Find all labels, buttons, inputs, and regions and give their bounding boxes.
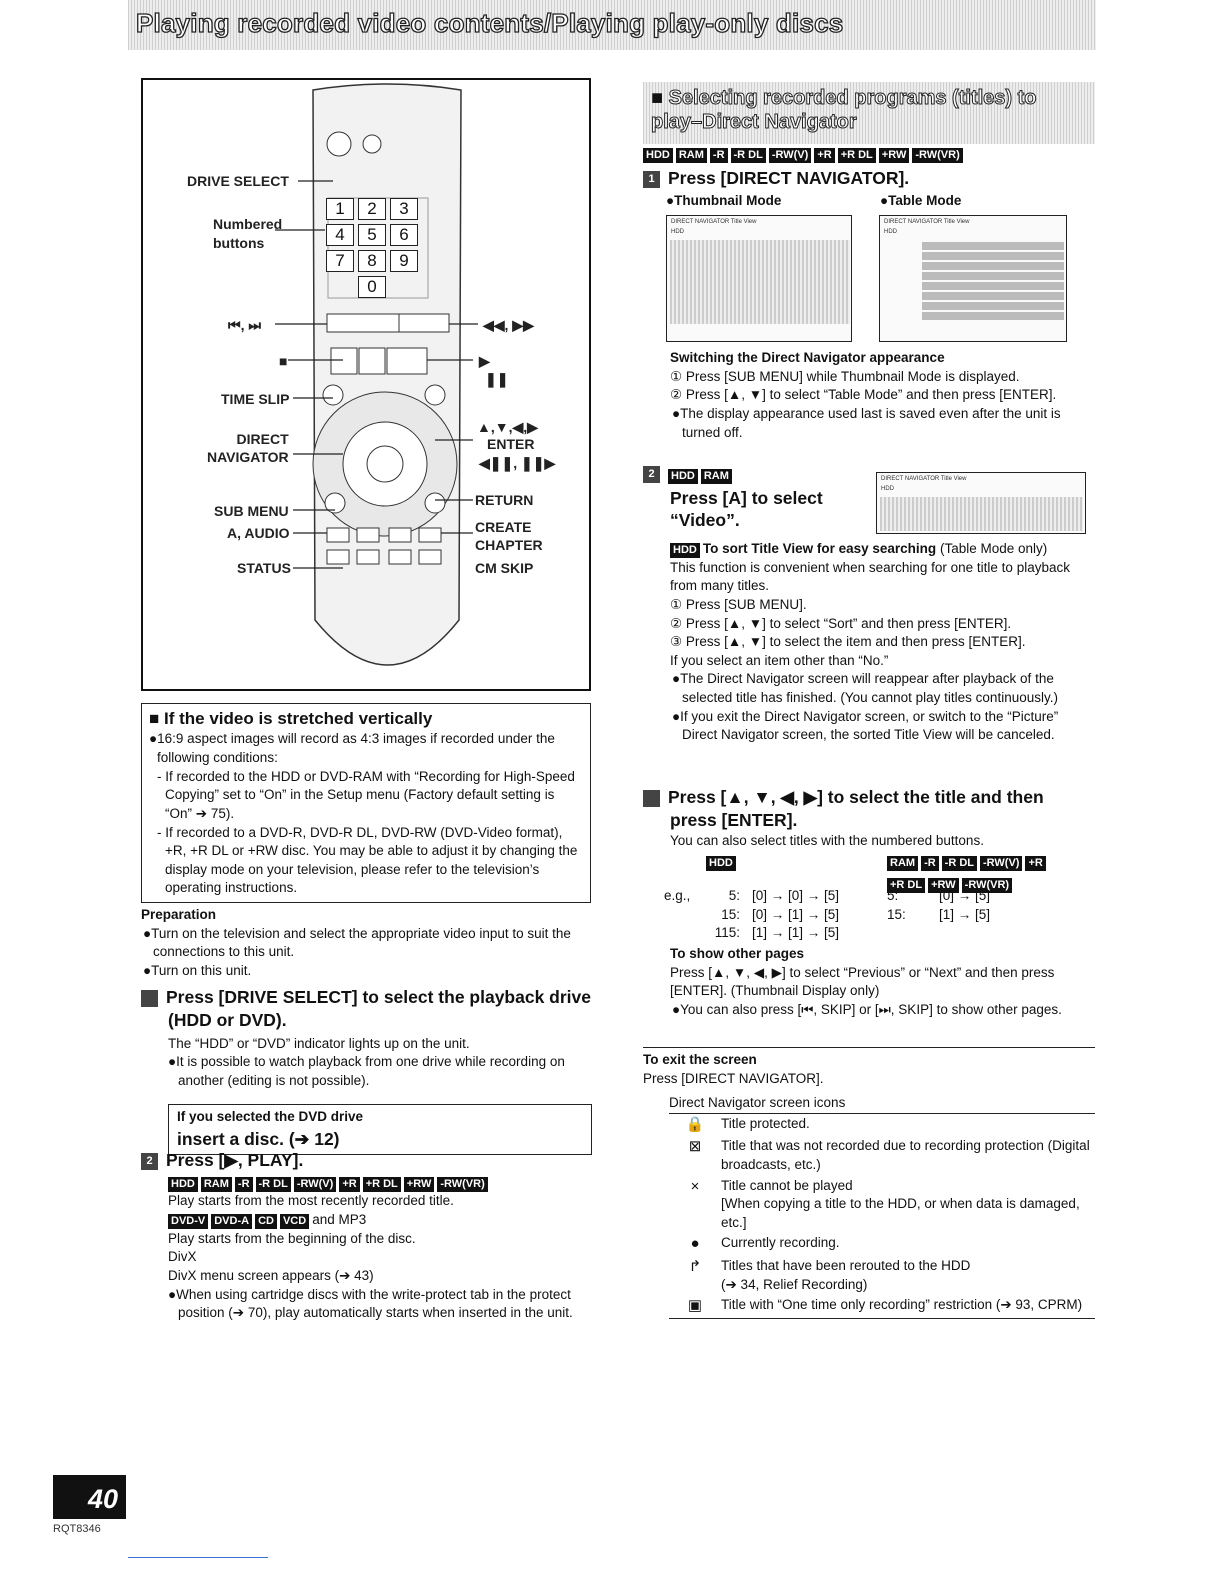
other-pages-section <box>670 945 1094 1020</box>
switch-heading: Switching the Direct Navigator appearance <box>670 350 945 365</box>
step2-title: Press [▶, PLAY]. <box>166 1150 304 1170</box>
label-slow: ◀❚❚, ❚❚▶ <box>479 455 556 471</box>
number-button-9: 9 <box>390 250 418 272</box>
eg-keys: [1] → [5] <box>939 906 991 922</box>
eg-keys: [0] → [5] <box>939 888 991 903</box>
disc-tag: DVD-A <box>211 1214 252 1229</box>
screen-header: DIRECT NAVIGATOR Title View <box>881 476 967 482</box>
disc-tag: +R DL <box>887 878 925 893</box>
eg-n: 115: <box>714 925 740 941</box>
step1-line1: The “HDD” or “DVD” indicator lights up on the unit. <box>168 1035 470 1051</box>
number-button-8: 8 <box>358 250 386 272</box>
disc-tag: +RW <box>928 878 959 893</box>
label-enter: ENTER <box>487 436 535 452</box>
label-time-slip: TIME SLIP <box>221 391 290 407</box>
eg-left-list <box>704 887 884 943</box>
step1-title-row <box>132 986 592 1032</box>
disc-tag: VCD <box>280 1214 309 1229</box>
stretched-box <box>141 703 591 903</box>
remote-figure <box>141 78 591 691</box>
switch-line2: ② Press [▲, ▼] to select “Table Mode” and then press [ENTER]. <box>670 387 1057 403</box>
stretched-line1: ●16:9 aspect images will record as 4:3 images if recorded under the following conditions: <box>149 731 555 766</box>
label-direct-navigator: DIRECT NAVIGATOR <box>207 431 289 466</box>
disc-tag: -R DL <box>731 148 766 163</box>
disc-tag: RAM <box>201 1177 232 1192</box>
sort-line1: This function is convenient when searching for one title to playback from many titles. <box>670 559 1070 594</box>
label-numbered-buttons: Numbered buttons <box>213 216 283 251</box>
square-bullet-icon: ■ <box>149 709 164 728</box>
sort-line4: ③ Press [▲, ▼] to select the item and then press [ENTER]. <box>670 634 1026 650</box>
disc-tag: +RW <box>879 148 910 163</box>
sort-line5: If you select an item other than “No.” <box>670 652 889 668</box>
label-status: STATUS <box>237 560 291 576</box>
sort-heading: To sort Title View for easy searching <box>702 541 937 556</box>
disc-tag: HDD <box>670 543 700 558</box>
label-cm-skip: CM SKIP <box>475 560 534 576</box>
reroute-icon: ↱ <box>688 1258 702 1276</box>
screen-drive: HDD <box>881 486 894 493</box>
screen-header: DIRECT NAVIGATOR Title View <box>884 219 970 225</box>
number-button-4: 4 <box>326 224 354 246</box>
disc-tag: RAM <box>887 856 918 871</box>
number-button-6: 6 <box>390 224 418 246</box>
thumbnail-mode-label: ●Thumbnail Mode <box>666 193 782 208</box>
disc-tag: RAM <box>701 469 732 484</box>
icons-heading: Direct Navigator screen icons <box>669 1094 1095 1114</box>
right-heading <box>643 82 1063 134</box>
eg-prefix: e.g., <box>664 888 691 903</box>
right-step2-number: 2 <box>643 466 660 483</box>
icon-desc: Title cannot be played [When copying a title to the HDD, or when data is damaged, etc.] <box>721 1177 1080 1230</box>
cross-icon: × <box>690 1177 700 1195</box>
label-sub-menu: SUB MENU <box>214 503 289 519</box>
label-create-chapter: CREATE CHAPTER <box>475 519 543 554</box>
right-step3-number: 3 <box>643 790 660 807</box>
disc-tag: +R DL <box>363 1177 401 1192</box>
stretched-heading: If the video is stretched vertically <box>164 709 433 728</box>
right-step1-title-row <box>643 167 909 190</box>
disc-tag: CD <box>255 1214 277 1229</box>
eg-n: 15: <box>887 906 906 922</box>
icon-desc: Title with “One time only recording” restriction (➔ 93, CPRM) <box>721 1297 1083 1313</box>
table-mode-label: ●Table Mode <box>880 193 962 208</box>
disc-tag: -RW(VR) <box>962 878 1012 893</box>
remote-number-buttons <box>326 198 426 298</box>
disc-tag: -RW(V) <box>769 148 811 163</box>
disc-tag: +R <box>1025 856 1045 871</box>
label-search: ◀◀, ▶▶ <box>483 317 534 333</box>
preparation-line1: ●Turn on the television and select the appropriate video input to suit the connections to this unit. <box>143 925 571 960</box>
switch-line1: ① Press [SUB MENU] while Thumbnail Mode is displayed. <box>670 368 1020 384</box>
disc-tag: HDD <box>668 469 698 484</box>
switch-line3: ●The display appearance used last is saved even after the unit is turned off. <box>672 405 1061 440</box>
thumbnail-grid <box>670 240 850 324</box>
number-button-1: 1 <box>326 198 354 220</box>
exit-line: Press [DIRECT NAVIGATOR]. <box>643 1070 824 1086</box>
label-return: RETURN <box>475 492 534 508</box>
recording-dot-icon: ● <box>690 1235 700 1253</box>
step2-title-row <box>141 1149 591 1172</box>
disc-tag: +R <box>339 1177 359 1192</box>
label-pause: ❚❚ <box>485 371 509 387</box>
right-step1-title: Press [DIRECT NAVIGATOR]. <box>668 168 910 188</box>
step2-line3: DivX <box>168 1249 197 1265</box>
disc-tag: -R <box>710 148 728 163</box>
right-step1-number: 1 <box>643 171 660 188</box>
icon-row <box>669 1295 1095 1318</box>
dvd-drive-box-label: If you selected the DVD drive <box>177 1109 364 1125</box>
disc-tag: HDD <box>706 856 736 871</box>
label-a-audio: A, AUDIO <box>227 525 290 541</box>
disc-tag: -R <box>235 1177 253 1192</box>
step2-section <box>141 1149 591 1323</box>
doc-code: RQT8346 <box>53 1523 101 1535</box>
page-number-box <box>53 1475 126 1519</box>
right-step2-title: Press [A] to select “Video”. <box>670 487 823 531</box>
step2-number: 2 <box>141 1153 158 1170</box>
step2-line4: DivX menu screen appears (➔ 43) <box>168 1267 374 1283</box>
icon-row <box>669 1114 1095 1137</box>
step2-line5: ●When using cartridge discs with the write-protect tab in the protect position (➔ 70), play automatically starts when inserted in the unit. <box>168 1286 573 1321</box>
disc-tag: HDD <box>643 148 673 163</box>
preparation-heading: Preparation <box>141 907 217 922</box>
number-button-5: 5 <box>358 224 386 246</box>
eg-n: 5: <box>728 888 740 903</box>
step1-number: 1 <box>141 990 158 1007</box>
stretched-line3: - If recorded to a DVD-R, DVD-R DL, DVD-RW (DVD-Video format), +R, +R DL or +RW disc. You may be able to adjust it by changing the display mode on your television, please refer to the television’s operating instructions. <box>157 824 578 896</box>
icon-row <box>669 1256 1095 1295</box>
other-line1: Press [▲, ▼, ◀, ▶] to select “Previous” or “Next” and then press [ENTER]. (Thumbnail Display only) <box>670 964 1055 999</box>
right-step2-section <box>643 466 873 532</box>
icon-desc: Currently recording. <box>721 1235 840 1251</box>
step1-section <box>132 986 592 1155</box>
icon-row <box>669 1176 1095 1234</box>
screen-drive: HDD <box>671 229 684 236</box>
eg-right-list <box>887 887 1047 924</box>
video-select-screen <box>876 472 1086 534</box>
eg-keys: [1] → [1] → [5] <box>752 925 840 941</box>
step2-line2: Play starts from the beginning of the disc. <box>168 1230 416 1246</box>
page-number: 40 <box>87 1484 118 1514</box>
disc-tag: DVD-V <box>168 1214 208 1229</box>
disc-tag: -R DL <box>256 1177 291 1192</box>
other-heading: To show other pages <box>670 946 805 961</box>
right-step3-title-row <box>634 786 1095 832</box>
disc-tag: +R <box>814 148 834 163</box>
protection-icon: ⊠ <box>688 1138 702 1156</box>
thumbnail-mode-screen <box>666 215 852 342</box>
sort-section <box>670 540 1094 745</box>
disc-tag: -RW(VR) <box>912 148 962 163</box>
sort-line2: ① Press [SUB MENU]. <box>670 596 807 612</box>
sort-line7: ●If you exit the Direct Navigator screen, or switch to the “Picture” Direct Navigator screen, the sorted Title View will be canceled. <box>672 708 1059 743</box>
table-rows <box>922 242 1064 322</box>
number-button-7: 7 <box>326 250 354 272</box>
eg-keys: [0] → [0] → [5] <box>752 888 840 903</box>
disc-tag: RAM <box>676 148 707 163</box>
right-step3-title: Press [▲, ▼, ◀, ▶] to select the title and then press [ENTER]. <box>668 787 1044 830</box>
label-drive-select: DRIVE SELECT <box>187 173 289 189</box>
eg-n: 5: <box>887 888 899 903</box>
number-button-3: 3 <box>390 198 418 220</box>
right-step3-section <box>634 786 1095 850</box>
disc-tag: -R DL <box>942 856 977 871</box>
step2-line1: Play starts from the most recently recorded title. <box>168 1193 454 1209</box>
disc-tag: +R DL <box>838 148 876 163</box>
label-stop: ■ <box>279 353 288 369</box>
icons-section <box>669 1094 1095 1319</box>
disc-tag: -RW(V) <box>980 856 1022 871</box>
icon-row <box>669 1136 1095 1175</box>
square-bullet-icon: ■ <box>651 87 669 109</box>
disc-tag: -R <box>921 856 939 871</box>
exit-section <box>643 1047 1095 1088</box>
preparation-section <box>141 906 591 981</box>
stretched-heading-row <box>149 707 583 730</box>
screen-header: DIRECT NAVIGATOR Title View <box>671 219 757 225</box>
icon-desc: Title protected. <box>721 1115 810 1131</box>
preparation-line2: ●Turn on this unit. <box>143 962 252 978</box>
number-button-2: 2 <box>358 198 386 220</box>
label-play: ▶ <box>479 353 490 369</box>
right-heading-text: Selecting recorded programs (titles) to play–Direct Navigator <box>651 87 1037 133</box>
footer-rule <box>128 1557 268 1558</box>
eg-keys: [0] → [1] → [5] <box>752 906 840 922</box>
page-title-banner <box>128 0 1096 50</box>
cprm-icon: ▣ <box>687 1297 703 1315</box>
icon-desc: Title that was not recorded due to recording protection (Digital broadcasts, etc.) <box>721 1138 1090 1172</box>
screen-drive: HDD <box>884 229 897 236</box>
icons-table <box>669 1114 1095 1319</box>
disc-tag: -RW(V) <box>294 1177 336 1192</box>
page-title: Playing recorded video contents/Playing play-only discs <box>136 8 844 38</box>
stretched-line2: - If recorded to the HDD or DVD-RAM with “Recording for High-Speed Copying” set to “On” in the Setup menu (Factory default setting is “On” ➔ 75). <box>157 768 575 821</box>
step2-tags2-suffix: and MP3 <box>312 1212 367 1227</box>
disc-tag: +RW <box>404 1177 435 1192</box>
sort-line3: ② Press [▲, ▼] to select “Sort” and then press [ENTER]. <box>670 615 1012 631</box>
dvd-drive-box <box>168 1104 592 1155</box>
disc-tag: HDD <box>168 1177 198 1192</box>
exit-heading: To exit the screen <box>643 1052 757 1067</box>
sort-line6: ●The Direct Navigator screen will reappear after playback of the selected title has finished. (You cannot play titles continuously.) <box>672 671 1058 705</box>
thumbnail-strip <box>880 497 1083 531</box>
step1-title: Press [DRIVE SELECT] to select the playback drive (HDD or DVD). <box>166 987 592 1030</box>
right-tags <box>643 145 966 164</box>
eg-tag-left <box>706 853 739 872</box>
step1-line2: ●It is possible to watch playback from one drive while recording on another (editing is not possible). <box>168 1054 565 1088</box>
label-skip: ⏮, ⏭ <box>228 317 261 333</box>
eg-n: 15: <box>721 906 740 922</box>
sort-note: (Table Mode only) <box>939 541 1048 556</box>
label-arrows: ▲,▼,◀,▶ <box>477 419 538 435</box>
lock-icon: 🔒 <box>685 1115 705 1133</box>
switching-section <box>670 349 1094 442</box>
icon-row <box>669 1233 1095 1256</box>
disc-tag: -RW(VR) <box>437 1177 487 1192</box>
step2-tags <box>141 1174 591 1193</box>
table-mode-screen <box>879 215 1067 342</box>
right-heading-banner <box>643 82 1095 144</box>
other-line2: ●You can also press [⏮, SKIP] or [⏭, SKIP] to show other pages. <box>672 1001 1062 1017</box>
step3-line: You can also select titles with the numbered buttons. <box>670 832 984 848</box>
icon-desc: Titles that have been rerouted to the HDD (➔ 34, Relief Recording) <box>721 1258 971 1292</box>
dvd-drive-box-text: insert a disc. (➔ 12) <box>177 1129 340 1149</box>
number-button-0: 0 <box>358 276 386 298</box>
step2-tags2 <box>141 1211 591 1230</box>
